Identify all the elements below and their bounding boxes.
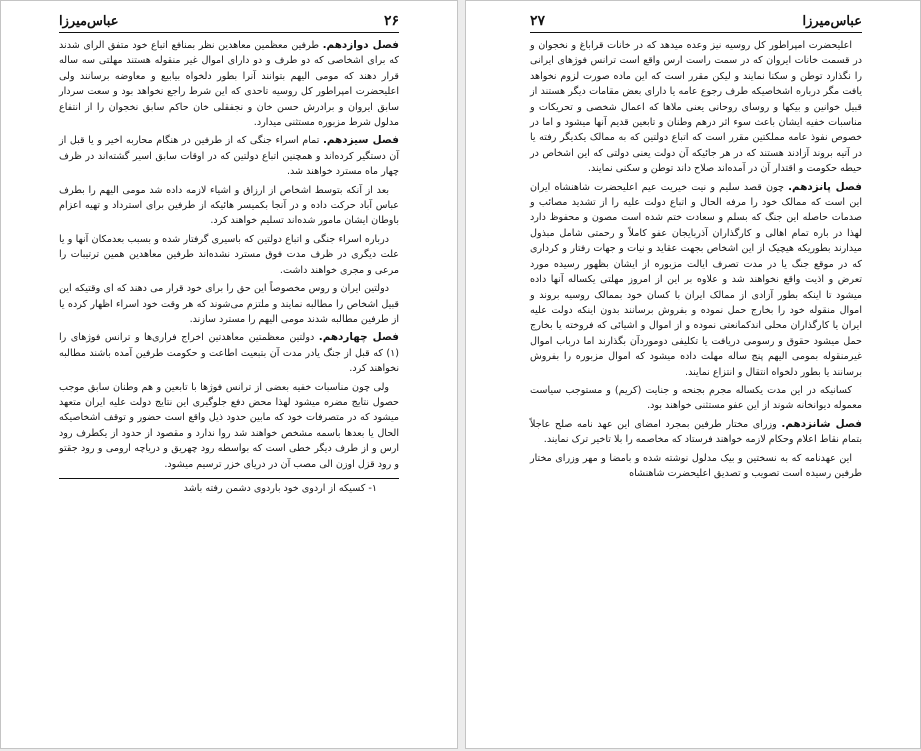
- left-page-header: [59, 13, 399, 33]
- right-page-body: [530, 38, 862, 481]
- section-heading: فصل چهاردهم.: [318, 331, 399, 344]
- paragraph: [530, 417, 862, 448]
- section-heading: فصل شانزدهم.: [781, 417, 862, 430]
- paragraph: [59, 133, 399, 179]
- paragraph-text: تمام اسراء جنگی که از طرفین در هنگام محاربه اخیر و یا قبل از آن دستگیر کرده‌اند و همچنین اتباع دولتین که در اوقات سابق اسیر گشته‌اند در ظرف چهار ماه مسترد خواهند شد.: [59, 135, 399, 178]
- paragraph: [59, 183, 399, 229]
- right-page-content: [530, 13, 862, 484]
- paragraph-text: این عهدنامه که به نسختین و بیک مدلول نوشته شده و بامضا و مهر وزرای مختار طرفین رسیده است تصویب و تصدیق اعلیحضرت شاهنشاه: [530, 452, 862, 479]
- paragraph-text: دولتین ایران و روس مخصوصاً این حق را برای خود قرار می دهند که ای وقتیکه این قبیل اشخاص را مطالبه نمایند و ملتزم می‌شوند که هر وقت خود اسراء اظهار کرده یا از طرفین مطالبه شدند مومی الیهم را مسترد سازند.: [59, 283, 399, 325]
- paragraph: [59, 330, 399, 376]
- paragraph-text: درباره اسراء جنگی و اتباع دولتین که باسیری گرفتار شده و بسبب بعدمکان آنها و یا علت دیگری در ظرف مدت فوق مسترد نشده‌اند طرفین معاهدین همین ترتیبات را مرعی و مجری خواهند داشت.: [59, 233, 399, 276]
- paragraph-text: دولتین معظمتین معاهدتین اخراج فراری‌ها و ترانس فوژهای را (۱) که قبل از جنگ یادر مدت آن بتبعیت اطاعت و حکومت طرفین آمده باشند مطالبه نخواهند کرد.: [59, 332, 399, 375]
- paragraph-text: وزرای مختار طرفین بمجرد امضای این عهد نامه صلح عاجلاً بتمام نقاط اعلام وحکام لازمه خواهند فرستاد که مخاصمه را بلا تاخیر ترک نمایند.: [530, 418, 862, 446]
- paragraph: [530, 38, 862, 177]
- left-page-content: [59, 13, 399, 494]
- right-page-number: ۲۷: [530, 13, 546, 29]
- paragraph-text: اعلیحضرت امپراطور کل روسیه نیز وعده میدهد که در خانات قراباغ و نخجوان و در قسمت خانات ایروان که در سمت راست ارس واقع است ترانس فوژهای ایرانی را نگذارد توطن و سکنا نمایند و لیکن مقرر است که این ماده صورت لزوم نخواهد یافت مگر درباره اشخاصیکه طرف رجوع عامه یا دارای بعض مقامات دیگر هستند از قبیل خوانین و بیکها و روسای روحانی یعنی ملاها که اعمال شخصی و تحریکات و مناسبات خفیه ایشان باعث سوء اثر درهم وطنان و تابعین قدیم آنها میشود و اما در خصوص نفوذ عامه مملکتین مقرر است که اتباع دولتین که به ممالک یکدیگر رفته یا در آتیه بروند آزادند هستند که در هر جائیکه آن دولت یعنی دولتی که این اشخاص در حیطه حکومت و اقتدار آن در آمده‌اند صلاح داند توطن و سکنی نمایند.: [530, 40, 862, 175]
- left-page: [0, 0, 458, 749]
- paragraph-text: ولی چون مناسبات خفیه بعضی از ترانس فوژها با تابعین و هم وطنان سابق موجب حصول نتایج مضره میشود لهذا محض دفع جلوگیری این نتایج دولت علیه ایران متعهد میشود که در متصرفات خود که مابین حدود ذیل واقع است حضور و توقف اشخاصیکه الحال یا بعدها باسمه مشخص خواهند شد روا ندارد و مقصود از حدود از یکطرف رود ارس و از طرف دیگر خطی است که بواسطه رود چهریق و دریاچه ارومی و رود جقتو و رود قزل اوزن الی مصب آن در دریای خزر ترسیم میشود.: [59, 381, 399, 470]
- paragraph: [59, 38, 399, 130]
- paragraph: [530, 180, 862, 380]
- paragraph: [530, 383, 862, 414]
- section-heading: فصل دوازدهم.: [322, 39, 399, 51]
- footnote: ۱- کسیکه از اردوی خود باردوی دشمن رفته باشد: [183, 482, 377, 494]
- right-running-title: عباس‌میرزا: [802, 14, 862, 29]
- paragraph-text: کسانیکه در این مدت یکساله مجرم بجنحه و جنایت (کریم) و مستوجب سیاست معموله دیوانخانه شوند از این عفو مستثنی خواهند بود.: [530, 384, 862, 412]
- section-heading: فصل پانزدهم.: [788, 180, 862, 193]
- left-page-body: [59, 38, 399, 472]
- left-page-number: ۲۶: [383, 13, 399, 29]
- page-gutter: [458, 0, 465, 751]
- right-page: [465, 0, 921, 749]
- section-heading: فصل سیزدهم.: [322, 134, 399, 147]
- paragraph: [530, 451, 862, 482]
- paragraph-text: بعد از آنکه بتوسط اشخاص از ارزاق و اشیاء لازمه داده شد مومی الیهم را بطرف عباس آباد حرکت داده و در آنجا بکمیسر هائیکه از طرفین برای استرداد و تهیه اعزام باوطان ایشان مامور شده‌اند تسلیم خواهند کرد.: [59, 184, 399, 227]
- right-page-header: [530, 13, 862, 33]
- paragraph-text: چون قصد سلیم و نیت خیریت عیم اعلیحضرت شاهنشاه ایران این است که ممالک خود را مرفه الحال و اتباع دولت علیه را از تشدید مصائب و صدمات حاصله این جنگ که بسلم و سعادت ختم شده است مصون و محفوظ دارد لهذا در باره تمام اهالی و کارگذاران آذربایجان عفو کاملاً و رحمتی شامل مبذول میدارند بطوریکه هیچیک از این اشخاص بجهت عقاید و نیات و جهات رفتار و کرداری که در موقع جنگ یا در مدت تصرف ایالت مزبوره از ایشان بظهور رسیده مورد تعرض و اذیت واقع نخواهند شد و علاوه بر این از امروز مهلتی یکساله آنها داده میشود تا اینکه بطور آزادی از ممالک ایران با کسان خود بممالک روسیه بروند و اموال منقوله خود را بخارج حمل نموده و بفروش برسانند بدون اینکه دولت علیه ایران یا کارگذاران محلی اندکمانعتی نموده و از اموال و اشیائی که فروخته یا بخارج حمل میشود حقوق و رسومی دریافت یا تکلیفی دوموردآن بگذارند اما درباب اموال غیرمنقوله بمومی الیهم پنج ساله مهلت داده میشود که اموال مزبوره را بفروش برسانند یا بطور دلخواه انتقال و انتزاع نمایند.: [530, 181, 862, 378]
- paragraph: [59, 232, 399, 278]
- footnote-rule: [59, 478, 399, 479]
- paragraph: [59, 281, 399, 327]
- paragraph: [59, 380, 399, 472]
- left-running-title: عباس‌میرزا: [59, 14, 119, 29]
- paragraph-text: طرفین معظمین معاهدین نظر بمنافع اتباع خود متفق الرای شدند که برای اشخاصی که دو طرف و دو دارای اموال غیر منقوله هستند مهلتی سه ساله قرار دهند که مومی الیهم بتوانند آنرا بطور دلخواه بیابیع و معاوضه برسانند ولی اعلیحضرت امپراطور کل روسیه تاحدی که این شرط راجع نخواهد بود و سعت سردار سابق ایروان و برادرش حسن خان و نجفقلی خان حاکم سابق نخجوان را از انتفاع مدلول شرط مزبوره مستثنی میدارد.: [59, 40, 399, 129]
